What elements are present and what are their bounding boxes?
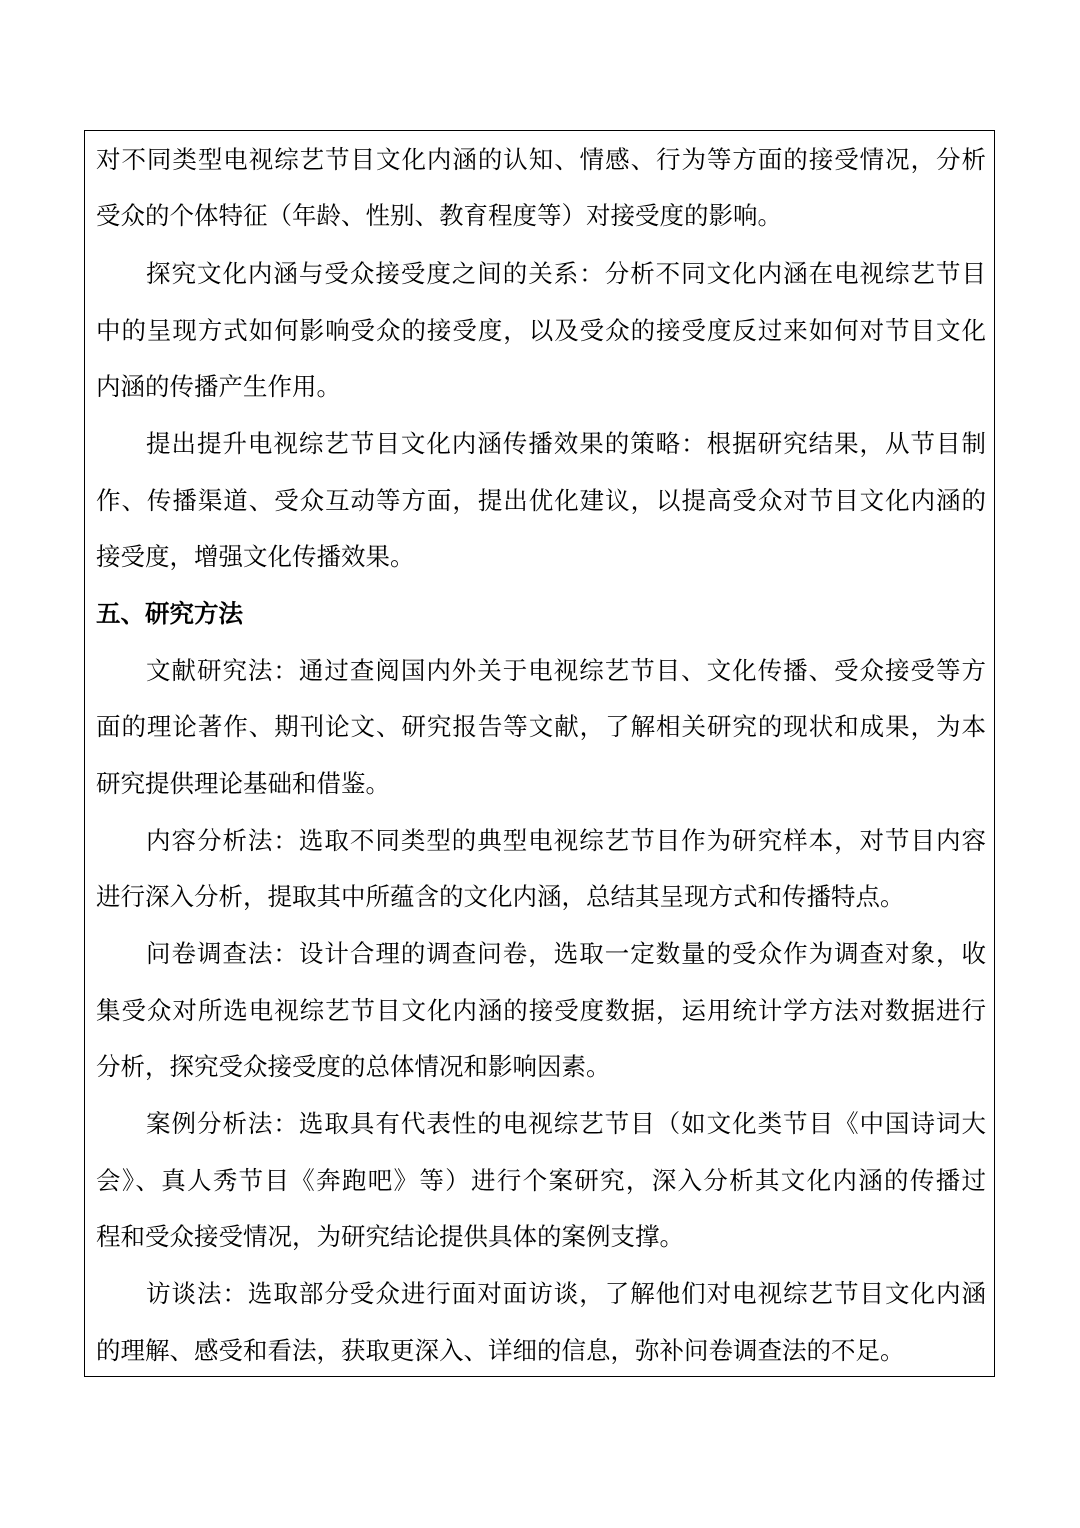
paragraph-line: 集受众对所选电视综艺节目文化内涵的接受度数据，运用统计学方法对数据进行 bbox=[96, 996, 986, 1025]
paragraph-line: 探究文化内涵与受众接受度之间的关系：分析不同文化内涵在电视综艺节目 bbox=[146, 259, 986, 288]
paragraph-line: 内容分析法：选取不同类型的典型电视综艺节目作为研究样本，对节目内容 bbox=[146, 826, 986, 855]
section-heading: 五、研究方法 bbox=[96, 599, 243, 628]
paragraph-line: 面的理论著作、期刊论文、研究报告等文献，了解相关研究的现状和成果，为本 bbox=[96, 712, 986, 741]
paragraph-line: 案例分析法：选取具有代表性的电视综艺节目（如文化类节目《中国诗词大 bbox=[146, 1109, 986, 1138]
paragraph-line: 接受度，增强文化传播效果。 bbox=[96, 542, 415, 571]
paragraph-line: 会》、真人秀节目《奔跑吧》等）进行个案研究，深入分析其文化内涵的传播过 bbox=[96, 1166, 986, 1195]
paragraph-line: 提出提升电视综艺节目文化内涵传播效果的策略：根据研究结果，从节目制 bbox=[146, 429, 986, 458]
paragraph-line: 的理解、感受和看法，获取更深入、详细的信息，弥补问卷调查法的不足。 bbox=[96, 1336, 905, 1365]
paragraph-line: 内涵的传播产生作用。 bbox=[96, 372, 341, 401]
paragraph-line: 问卷调查法：设计合理的调查问卷，选取一定数量的受众作为调查对象，收 bbox=[146, 939, 986, 968]
paragraph-line: 访谈法：选取部分受众进行面对面访谈，了解他们对电视综艺节目文化内涵 bbox=[146, 1279, 986, 1308]
paragraph-line: 对不同类型电视综艺节目文化内涵的认知、情感、行为等方面的接受情况，分析 bbox=[96, 145, 986, 174]
paragraph-line: 受众的个体特征（年龄、性别、教育程度等）对接受度的影响。 bbox=[96, 201, 782, 230]
paragraph-line: 文献研究法：通过查阅国内外关于电视综艺节目、文化传播、受众接受等方 bbox=[146, 656, 986, 685]
paragraph-line: 中的呈现方式如何影响受众的接受度，以及受众的接受度反过来如何对节目文化 bbox=[96, 316, 986, 345]
paragraph-line: 研究提供理论基础和借鉴。 bbox=[96, 769, 390, 798]
paragraph-line: 作、传播渠道、受众互动等方面，提出优化建议，以提高受众对节目文化内涵的 bbox=[96, 486, 986, 515]
paragraph-line: 进行深入分析，提取其中所蕴含的文化内涵，总结其呈现方式和传播特点。 bbox=[96, 882, 905, 911]
paragraph-line: 分析，探究受众接受度的总体情况和影响因素。 bbox=[96, 1052, 611, 1081]
paragraph-line: 程和受众接受情况，为研究结论提供具体的案例支撑。 bbox=[96, 1222, 684, 1251]
